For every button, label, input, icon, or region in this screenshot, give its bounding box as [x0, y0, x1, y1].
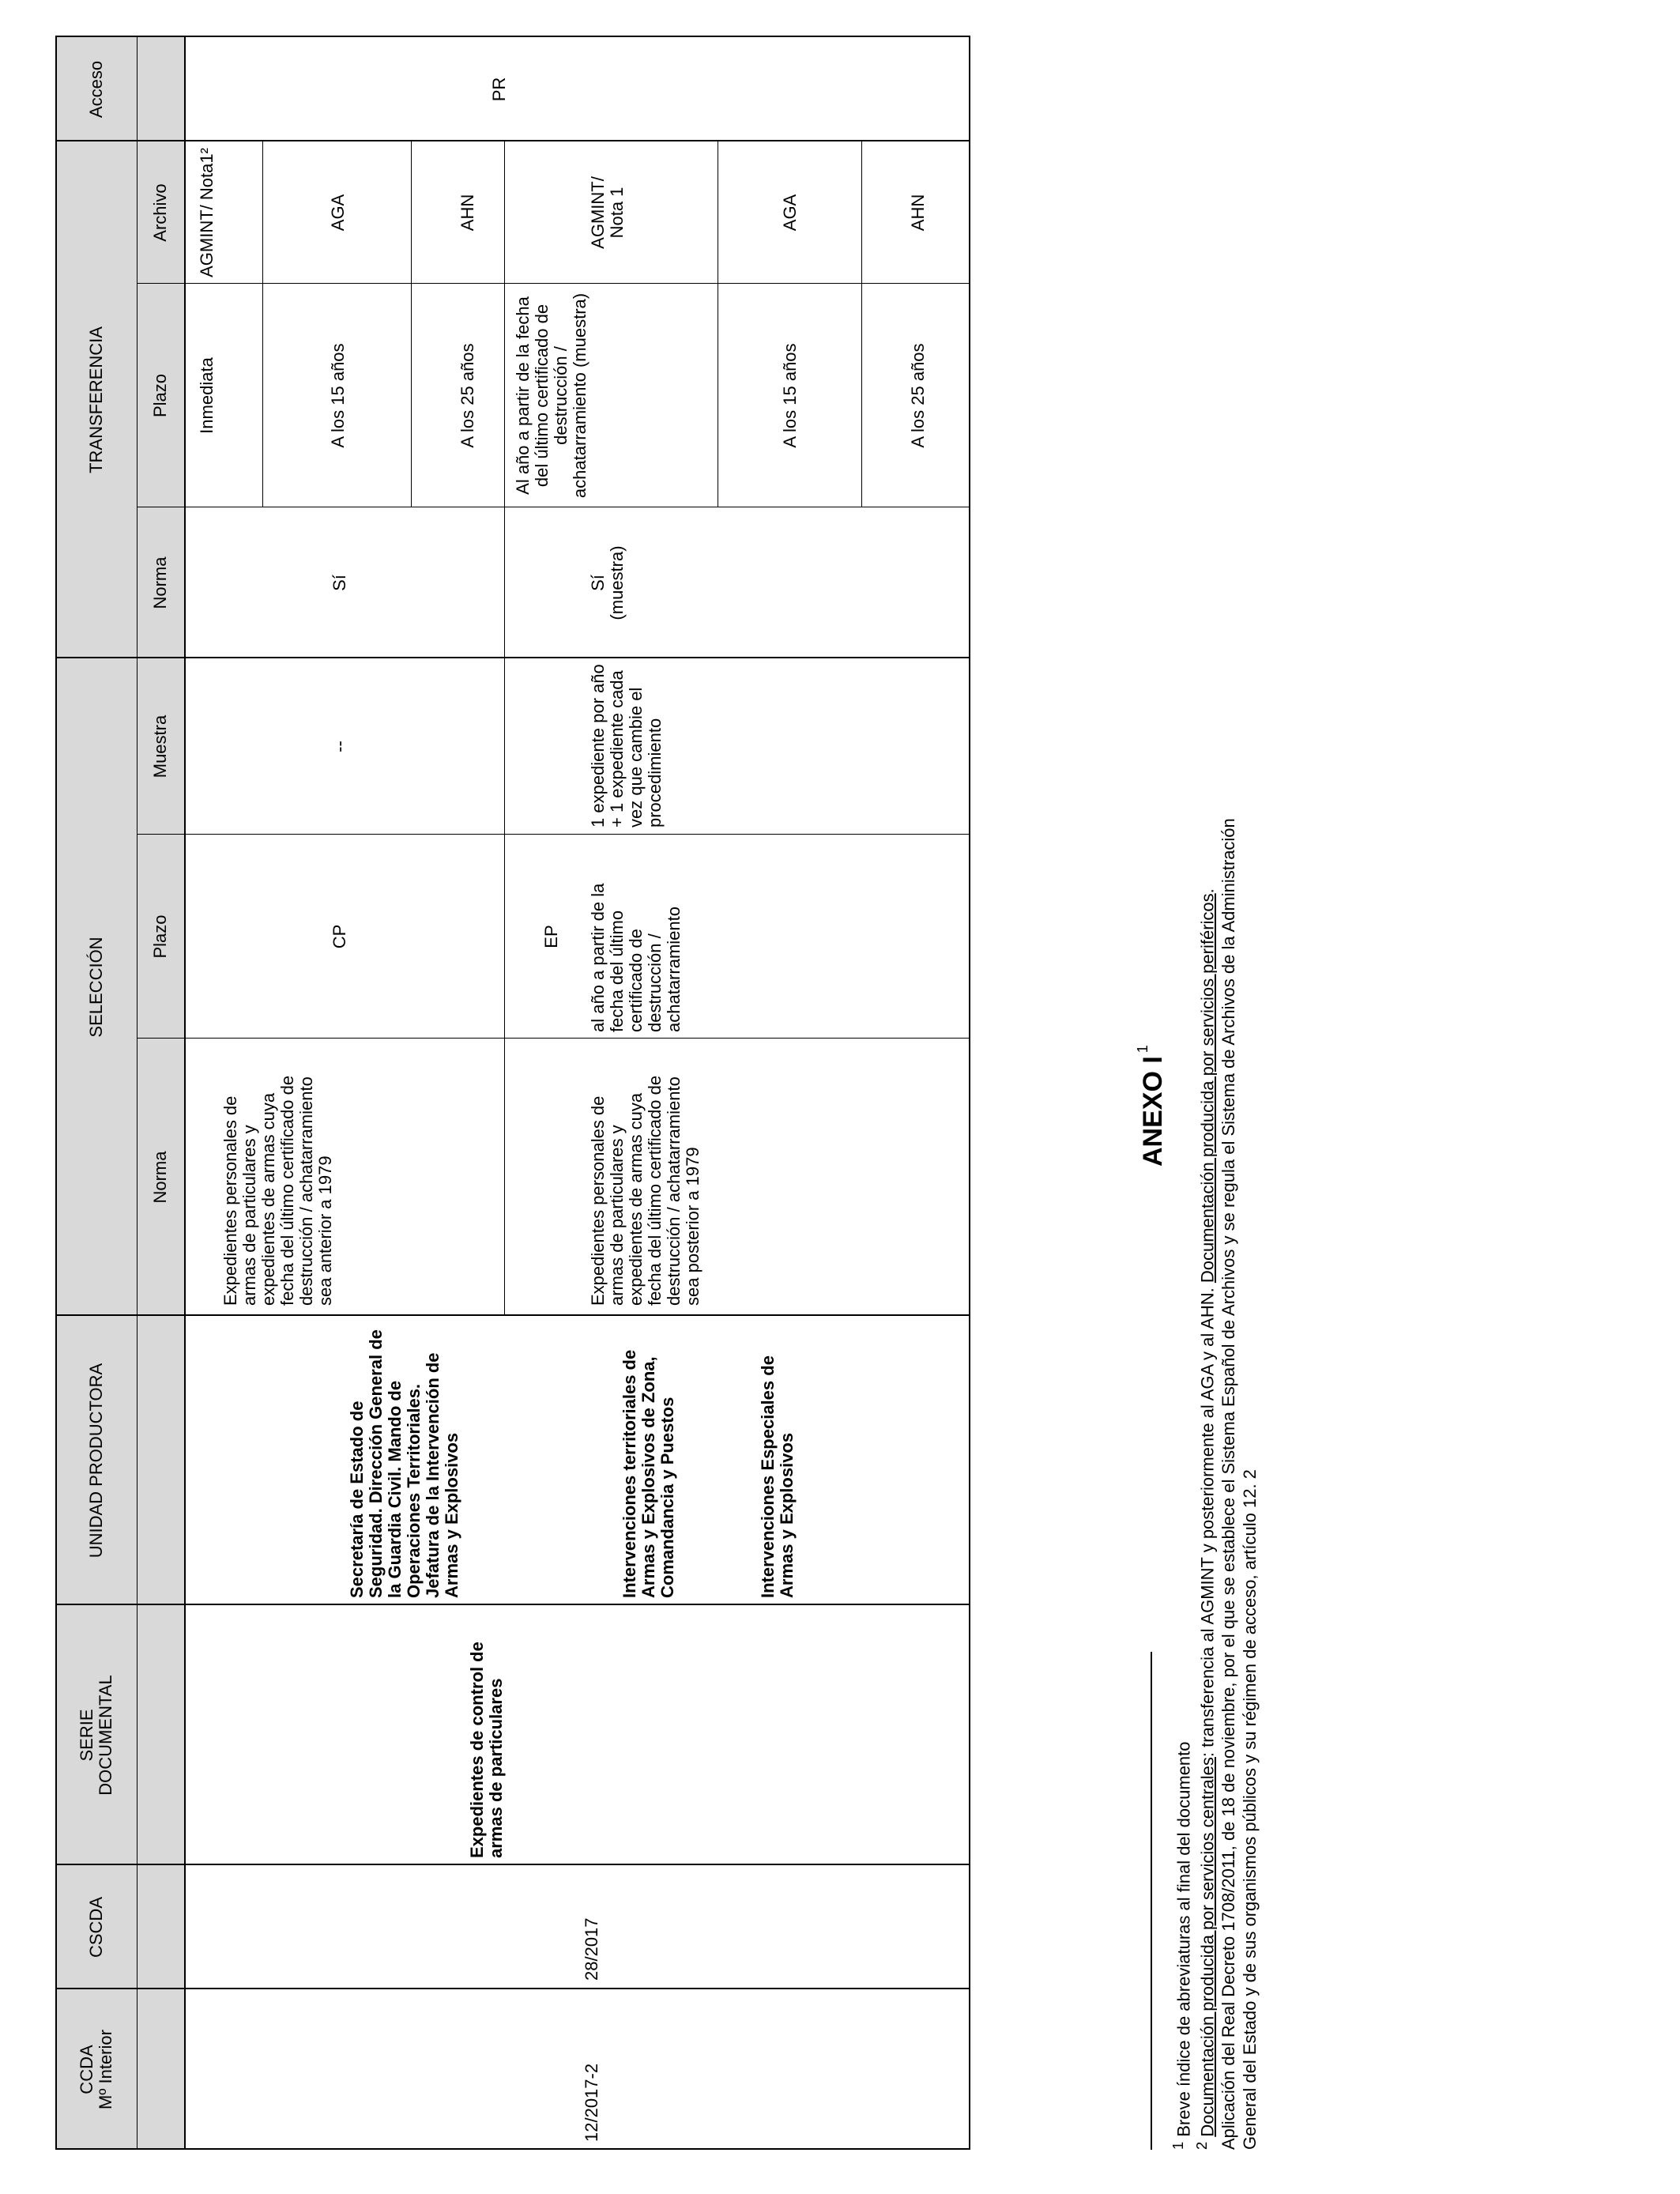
row-sep [504, 141, 505, 1316]
header-serie: SERIE DOCUMENTAL [76, 1675, 115, 1796]
transfer6-plazo: A los 25 años [908, 343, 928, 448]
header-ccda: CCDA Mº Interior [76, 2030, 115, 2109]
footnote-2-underlined-b: Documentación producida por servicios periféricos [1197, 893, 1218, 1284]
header-transferencia: TRANSFERENCIA [85, 326, 106, 473]
transfer5-plazo: A los 15 años [780, 343, 800, 448]
cscda-code: 28/2017 [582, 1917, 601, 1981]
border-bottom [969, 36, 970, 2150]
footnote-2 [1193, 806, 1261, 2150]
col-sep [55, 1314, 970, 1316]
title-footnote-ref: 1 [1135, 1045, 1151, 1054]
acceso-value: PR [489, 77, 509, 102]
col-sep [55, 1604, 970, 1605]
footnote-1-mark: 1 [1170, 2141, 1186, 2150]
transfer4-plazo: Al año a partir de la fecha del último certificado de destrucción / achatarramiento (muestra) [513, 292, 590, 499]
footnote-2-text-b: . Aplicación del Real Decreto 1708/2011, de 18 de noviembre, por el que se establece el Sistema Español de Archivos y se regula el Sistema de Archivos de la Administración General del Estado y de sus organismos públicos y su régimen de acceso, artículo 12. 2 [1197, 818, 1260, 2150]
transfer6-archivo: AHN [908, 194, 928, 232]
sel2-t-norma: Sí (muestra) [588, 545, 627, 620]
border-right [55, 36, 970, 37]
subheader-muestra: Muestra [150, 714, 171, 778]
unidad-especiales: Intervenciones Especiales de Armas y Explosivos [758, 1355, 797, 1598]
sel2-plazo: EP [541, 925, 561, 948]
col-sep [55, 1988, 970, 1989]
sel1-norma: Expedientes personales de armas de particulares y expedientes de armas cuya fecha del último certificado de destrucción / achatarramiento sea anterior a 1979 [220, 1075, 335, 1306]
transfer5-archivo: AGA [780, 194, 800, 232]
header-unidad: UNIDAD PRODUCTORA [85, 1363, 106, 1559]
subheader-archivo: Archivo [150, 183, 171, 242]
footnote-2-text-a: : transferencia al AGMINT y posteriormente al AGA y al AHN. [1197, 1287, 1218, 1758]
subheader-t-norma: Norma [150, 556, 171, 609]
serie-title: Expedientes de control de armas de particulares [467, 1642, 506, 1858]
col-sep [55, 657, 970, 658]
sel1-plazo: CP [330, 924, 349, 949]
acceso-subheader [137, 37, 184, 141]
transfer1-archivo: AGMINT/ Nota1² [197, 148, 217, 277]
unidad-main: Secretaría de Estado de Seguridad. Dirección General de la Guardia Civil. Mando de Operaciones Territoriales. Jefatura de la Intervención de Armas y Explosivos [347, 1329, 461, 1598]
transfer3-plazo: A los 25 años [458, 343, 477, 448]
transfer3-archivo: AHN [458, 194, 477, 232]
subheader-t-plazo: Plazo [150, 373, 171, 418]
sel1-muestra: -- [330, 741, 349, 752]
ccda-code: 12/2017-2 [582, 2063, 601, 2142]
sel2-norma: Expedientes personales de armas de particulares y expedientes de armas cuya fecha del último certificado de destrucción / achatarramiento sea posterior a 1979 [588, 1075, 703, 1306]
row-sep [861, 141, 862, 507]
header-bottom [184, 37, 186, 2150]
transfer2-plazo: A los 15 años [328, 343, 348, 448]
header-acceso: Acceso [85, 60, 106, 119]
footnote-1-text: Breve índice de abreviaturas al final del documento [1173, 1741, 1194, 2137]
col-sep [55, 1864, 970, 1865]
sel2-plazo-detail: al año a partir de la fecha del último certificado de destrucción / achatarramiento [588, 883, 684, 1032]
footnote-separator [1151, 1652, 1152, 2150]
subheader-norma: Norma [150, 1151, 171, 1204]
col-sep [55, 140, 970, 141]
sel2-muestra: 1 expediente por año + 1 expediente cada vez que cambie el procedimiento [588, 664, 665, 827]
footnote-2-mark: 2 [1193, 2141, 1210, 2150]
transfer4-archivo: AGMINT/ Nota 1 [588, 176, 627, 249]
footnote-1 [1170, 95, 1195, 2150]
header-cscda: CSCDA [85, 1897, 106, 1958]
sel1-t-norma: Sí [330, 575, 349, 591]
title-text: ANEXO I [1138, 1056, 1168, 1167]
transfer1-plazo: Inmediata [197, 357, 217, 434]
border-left [55, 2148, 970, 2150]
unidad-territorial: Intervenciones territoriales de Armas y Explosivos de Zona, Comandancia y Puestos [620, 1349, 677, 1598]
header-seleccion: SELECCIÓN [85, 937, 106, 1038]
footnote-2-underlined-a: Documentación producida por servicios centrales [1197, 1757, 1218, 2137]
subheader-plazo: Plazo [150, 914, 171, 959]
row-sep [262, 141, 263, 507]
row-sep [411, 141, 412, 507]
transfer2-archivo: AGA [328, 194, 348, 232]
